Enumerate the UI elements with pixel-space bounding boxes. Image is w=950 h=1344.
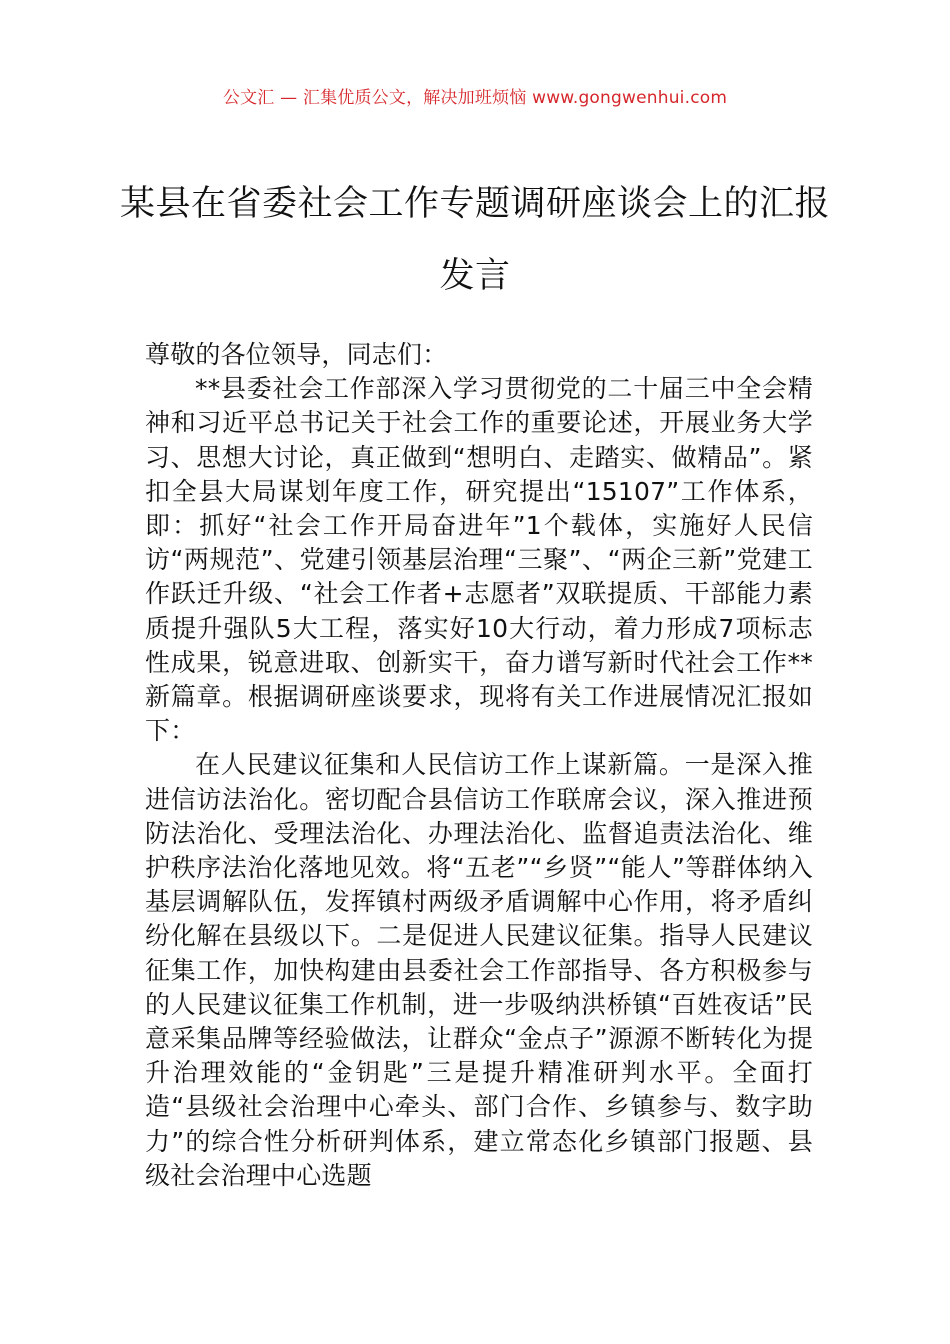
header-banner: 公文汇 — 汇集优质公文，解决加班烦恼 www.gongwenhui.com [222, 88, 728, 108]
body-paragraph-petition: 在人民建议征集和人民信访工作上谋新篇。一是深入推进信访法治化。密切配合县信访工作联席会议，深入推进预防法治化、受理法治化、办理法治化、监督追责法治化、维护秩序法治化落地见效。将“五老”“乡贤”“能人”等群体纳入基层调解队伍，发挥镇村两级矛盾调解中心作用，将矛盾纠纷化解在县级以下。二是促进人民建议征集。指导人民建议征集工作，加快构建由县委社会工作部指导、各方积极参与的人民建议征集工作机制，进一步吸纳洪桥镇“百姓夜话”民意采集品牌等经验做法，让群众“金点子”源源不断转化为提升治理效能的“金钥匙”三是提升精准研判水平。全面打造“县级社会治理中心牵头、部门合作、乡镇参与、数字助力”的综合性分析研判体系，建立常态化乡镇部门报题、县级社会治理中心选题 [145, 750, 813, 1190]
salutation: 尊敬的各位领导，同志们： [145, 340, 448, 369]
document-body [145, 338, 813, 1193]
body-paragraph-intro: **县委社会工作部深入学习贯彻党的二十届三中全会精神和习近平总书记关于社会工作的重要论述，开展业务大学习、思想大讨论，真正做到“想明白、走踏实、做精品”。紧扣全县大局谋划年度工作，研究提出“15107”工作体系，即：抓好“社会工作开局奋进年”1个载体，实施好人民信访“两规范”、党建引领基层治理“三聚”、“两企三新”党建工作跃迁升级、“社会工作者+志愿者”双联提质、干部能力素质提升强队5大工程，落实好10大行动，着力形成7项标志性成果，锐意进取、创新实干，奋力谱写新时代社会工作**新篇章。根据调研座谈要求，现将有关工作进展情况汇报如下： [145, 374, 813, 746]
document-title: 某县在省委社会工作专题调研座谈会上的汇报发言 [120, 184, 831, 296]
